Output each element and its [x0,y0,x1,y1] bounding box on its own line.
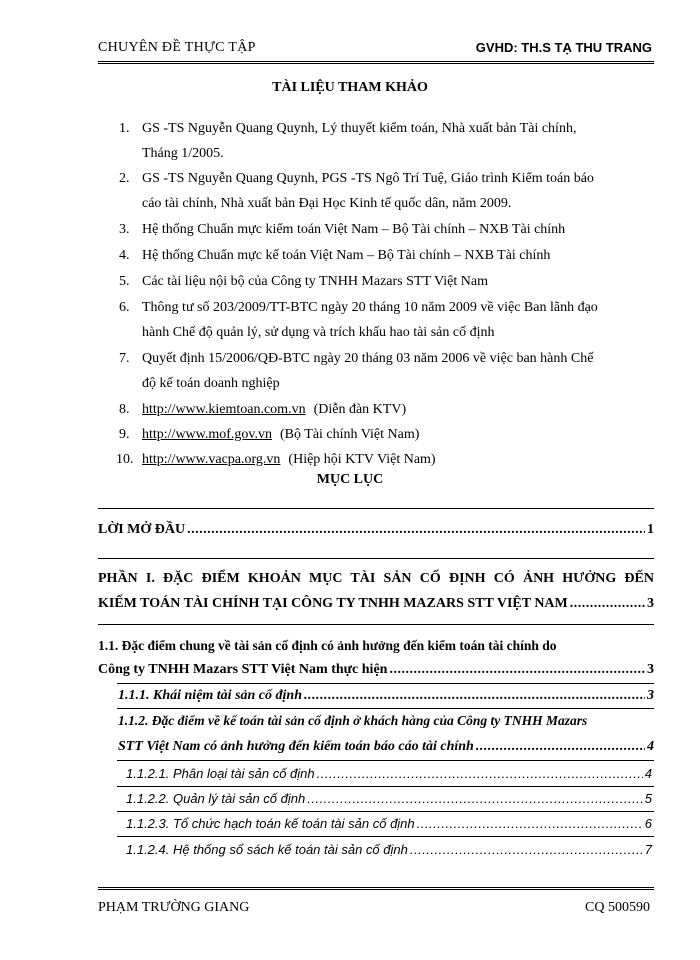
reference-link[interactable]: http://www.vacpa.org.vn [142,452,281,467]
toc-entry-text: STT Việt Nam có ảnh hưởng đến kiểm toán báo cáo tài chính [118,739,474,754]
reference-text: Các tài liệu nội bộ của Công ty TNHH Mazars STT Việt Nam [142,274,488,289]
reference-link[interactable]: http://www.kiemtoan.com.vn [142,402,306,417]
reference-link-description: (Diễn đàn KTV) [313,402,407,417]
reference-number: 3. [119,222,130,237]
toc-entry-1-1-2-3[interactable] [126,814,652,834]
reference-item [119,217,651,242]
toc-page-number: 1 [647,522,654,537]
reference-link-description: (Hiệp hội KTV Việt Nam) [288,452,436,467]
toc-divider [117,836,654,837]
toc-divider [117,708,654,709]
toc-leader-dots [317,764,643,784]
toc-divider [117,760,654,761]
toc-entry-text: 1.1.2.4. Hệ thống sổ sách kế toán tài sản cố định [126,842,408,857]
toc-entry-part1-line1[interactable]: PHẦN I. ĐẶC ĐIỂM KHOẢN MỤC TÀI SẢN CỐ ĐỊNH CÓ ẢNH HƯỞNG ĐẾN [98,571,654,586]
toc-page-number: 4 [647,739,654,754]
toc-leader-dots [476,737,645,757]
toc-entry-part1[interactable] [98,594,654,614]
reference-number: 9. [119,427,130,442]
reference-link[interactable]: http://www.mof.gov.vn [142,427,273,442]
toc-divider [117,786,654,787]
toc-entry-text: 1.1.1. Khái niệm tài sản cố định [118,688,302,703]
reference-item [119,397,651,422]
reference-text: Hệ thống Chuẩn mực kế toán Việt Nam – Bộ Tài chính – NXB Tài chính [142,248,551,263]
references-title: TÀI LIỆU THAM KHẢO [272,80,428,95]
reference-text: GS -TS Nguyễn Quang Quynh, PGS -TS Ngô Trí Tuệ, Giáo trình Kiểm toán báo [142,171,594,186]
toc-entry-1-1-2-2[interactable] [126,789,652,809]
toc-leader-dots [570,594,645,614]
reference-item [119,116,651,166]
reference-item [116,447,651,472]
reference-item [119,422,651,447]
reference-text-cont: cáo tài chính, Nhà xuất bản Đại Học Kinh tế quốc dân, năm 2009. [142,196,512,211]
reference-number: 8. [119,402,130,417]
reference-item [119,166,651,216]
reference-text-cont: độ kế toán doanh nghiệp [142,376,280,391]
reference-number: 1. [119,121,130,136]
footer-divider [98,887,654,890]
toc-entry-intro[interactable] [98,520,654,540]
toc-entry-text: KIỂM TOÁN TÀI CHÍNH TẠI CÔNG TY TNHH MAZARS STT VIỆT NAM [98,596,568,611]
toc-divider [117,811,654,812]
toc-page-number: 7 [644,842,652,857]
reference-number: 10. [116,452,134,467]
reference-number: 2. [119,171,130,186]
toc-page-number: 5 [644,791,652,806]
toc-page-number: 6 [644,816,652,831]
toc-leader-dots [304,686,645,706]
footer-student-id: CQ 500590 [585,900,650,915]
toc-entry-1-1-2[interactable] [118,737,654,757]
toc-divider [98,508,654,509]
reference-text: Thông tư số 203/2009/TT-BTC ngày 20 tháng 10 năm 2009 về việc Ban lãnh đạo [142,300,598,315]
reference-text: Hệ thống Chuẩn mực kiểm toán Việt Nam – Bộ Tài chính – NXB Tài chính [142,222,566,237]
reference-item [119,295,651,345]
toc-page-number: 3 [647,688,654,703]
toc-entry-1-1-1[interactable] [118,686,654,706]
reference-item [119,346,651,396]
toc-entry-1-1-2-1[interactable] [126,764,652,784]
toc-page-number: 4 [644,766,652,781]
toc-entry-1-1-2-4[interactable] [126,840,652,860]
reference-text: Quyết định 15/2006/QĐ-BTC ngày 20 tháng 03 năm 2006 về việc ban hành Chế [142,351,594,366]
toc-leader-dots [417,814,643,834]
toc-leader-dots [389,660,645,680]
toc-entry-1-1[interactable] [98,660,654,680]
toc-title: MỤC LỤC [316,472,384,487]
toc-divider [98,558,654,559]
reference-text-cont: hành Chế độ quản lý, sử dụng và trích khấu hao tài sản cố định [142,325,495,340]
toc-divider [117,683,654,684]
reference-number: 4. [119,248,130,263]
header-title: CHUYÊN ĐỀ THỰC TẬP [98,40,256,55]
footer-author: PHẠM TRƯỜNG GIANG [98,900,250,915]
reference-item [119,243,651,268]
header-divider [98,61,654,64]
toc-entry-text: 1.1.2.2. Quản lý tài sản cố định [126,791,306,806]
reference-number: 5. [119,274,130,289]
toc-divider [98,624,654,625]
toc-entry-1-1-line1[interactable]: 1.1. Đặc điểm chung về tài sản cố định có ảnh hưởng đến kiểm toán tài chính do [98,638,557,653]
toc-entry-text: 1.1.2.3. Tổ chức hạch toán kế toán tài sản cố định [126,816,415,831]
toc-leader-dots [187,520,645,540]
reference-link-description: (Bộ Tài chính Việt Nam) [280,427,420,442]
reference-text: GS -TS Nguyễn Quang Quynh, Lý thuyết kiểm toán, Nhà xuất bản Tài chính, [142,121,577,136]
toc-entry-1-1-2-line1[interactable]: 1.1.2. Đặc điểm về kế toán tài sản cố định ở khách hàng của Công ty TNHH Mazars [118,713,588,728]
reference-number: 6. [119,300,130,315]
header-advisor: GVHD: TH.S TẠ THU TRANG [475,40,652,55]
toc-entry-text: 1.1.2.1. Phân loại tài sản cố định [126,766,315,781]
toc-page-number: 3 [647,662,654,677]
toc-entry-text: Công ty TNHH Mazars STT Việt Nam thực hiện [98,662,388,677]
reference-text-cont: Tháng 1/2005. [142,146,224,161]
toc-leader-dots [410,840,643,860]
reference-number: 7. [119,351,130,366]
toc-page-number: 3 [647,596,654,611]
reference-item [119,269,651,294]
toc-leader-dots [307,789,643,809]
toc-entry-text: LỜI MỞ ĐẦU [98,522,186,537]
